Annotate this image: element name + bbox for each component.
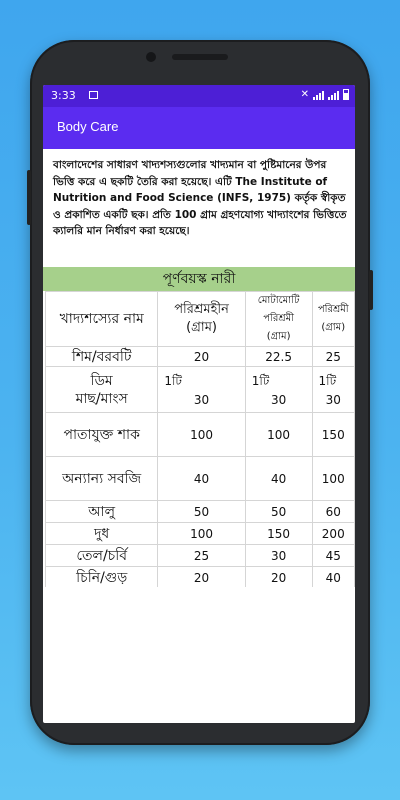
- value-line1: 1টি: [164, 373, 182, 388]
- value-moderate: [245, 367, 312, 413]
- value-active: 100: [312, 457, 355, 501]
- food-name: চিনি/গুড়: [46, 567, 158, 588]
- value-sedentary: 100: [158, 523, 245, 545]
- value-sedentary: 40: [158, 457, 245, 501]
- table-title: পূর্ণবয়স্ক নারী: [43, 267, 355, 291]
- image-notification-icon: [89, 91, 98, 99]
- header-active-line1: পরিশ্রমী: [317, 304, 349, 315]
- value-moderate: 100: [245, 413, 312, 457]
- value-sedentary: 100: [158, 413, 245, 457]
- signal-2-icon: [328, 90, 339, 100]
- value-line2: 30: [193, 392, 210, 407]
- food-name-line2: মাছ/মাংস: [75, 390, 128, 407]
- food-name: তেল/চর্বি: [46, 545, 158, 567]
- food-name: পাতাযুক্ত শাক: [46, 413, 158, 457]
- table-row: [46, 545, 355, 567]
- value-sedentary: 25: [158, 545, 245, 567]
- app-bar: [43, 107, 355, 149]
- value-active: [312, 367, 355, 413]
- app-title: Body Care: [57, 119, 119, 134]
- status-icons: [301, 89, 349, 100]
- header-active: [312, 292, 355, 347]
- food-name: আলু: [46, 501, 158, 523]
- volume-button: [27, 170, 31, 225]
- battery-icon: [343, 89, 349, 100]
- intro-paragraph: বাংলাদেশের সাধারণ খাদ্যশস্যগুলোর খাদ্যমান বা পুষ্টিমানের উপর ভিত্তি করে এ ছকটি তৈরি করা হয়েছে। এটি The Institute of Nutrition and Food Science (INFS, 1975) কর্তৃক স্বীকৃত ও প্রকাশিত একটি ছক। প্রতি 100 গ্রাম গ্রহণযোগ্য খাদ্যাংশের ভিত্তিতে ক্যালরি মান নির্ধারণ করা হয়েছে।: [53, 159, 347, 237]
- value-moderate: 22.5: [245, 347, 312, 367]
- header-moderate-line1: মোটামোটি পরিশ্রমী: [257, 295, 300, 324]
- food-name: শিম/বরবটি: [46, 347, 158, 367]
- table-row: [46, 367, 355, 413]
- speaker-grille: [172, 54, 228, 60]
- value-moderate: 150: [245, 523, 312, 545]
- value-active: 25: [312, 347, 355, 367]
- table-row: [46, 347, 355, 367]
- value-active: 150: [312, 413, 355, 457]
- value-active: 200: [312, 523, 355, 545]
- value-moderate: 20: [245, 567, 312, 588]
- header-sedentary: পরিশ্রমহীন (গ্রাম): [158, 292, 245, 347]
- value-active: 60: [312, 501, 355, 523]
- table-row: [46, 457, 355, 501]
- status-time: 3:33: [51, 89, 76, 102]
- value-sedentary: 20: [158, 347, 245, 367]
- value-line1: 1টি: [318, 373, 337, 388]
- header-moderate-line2: (গ্রাম): [266, 331, 291, 342]
- food-name-line1: ডিম: [90, 372, 113, 389]
- value-moderate: 40: [245, 457, 312, 501]
- table-row: [46, 567, 355, 588]
- table-header-row: [46, 292, 355, 347]
- value-active: 40: [312, 567, 355, 588]
- value-line2: 30: [270, 392, 287, 407]
- table-row: [46, 501, 355, 523]
- header-active-line2: (গ্রাম): [321, 322, 346, 333]
- value-line1: 1টি: [251, 373, 270, 388]
- header-moderate: [245, 292, 312, 347]
- value-active: 45: [312, 545, 355, 567]
- header-food: খাদ্যশস্যের নাম: [46, 292, 158, 347]
- signal-icon: [313, 90, 324, 100]
- app-screen: [43, 85, 355, 723]
- food-name: অন্যান্য সবজি: [46, 457, 158, 501]
- value-line2: 30: [325, 392, 341, 407]
- food-name: দুধ: [46, 523, 158, 545]
- value-moderate: 30: [245, 545, 312, 567]
- value-sedentary: 20: [158, 567, 245, 588]
- food-name: [46, 367, 158, 413]
- table-row: [46, 413, 355, 457]
- nutrition-table: [45, 291, 355, 587]
- value-sedentary: 50: [158, 501, 245, 523]
- status-bar: [43, 85, 355, 107]
- nutrition-table-container[interactable]: [43, 267, 355, 587]
- front-camera: [146, 52, 156, 62]
- power-button: [369, 270, 373, 310]
- table-row: [46, 523, 355, 545]
- value-sedentary: [158, 367, 245, 413]
- value-moderate: 50: [245, 501, 312, 523]
- mute-icon: ✕: [300, 89, 309, 100]
